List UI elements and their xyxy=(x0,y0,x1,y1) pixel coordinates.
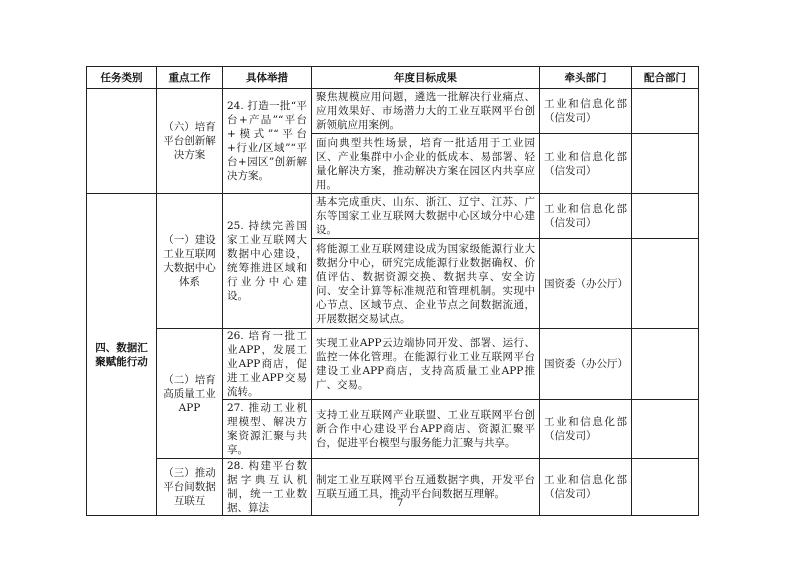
key-work-cell: （六）培育平台创新解决方案 xyxy=(157,89,223,194)
goal-cell: 实现工业APP云边端协同开发、部署、运行、监控一体化管理。在能源行业工业互联网平台建设工业APP商店，支持高质量工业APP推广、交易。 xyxy=(312,329,540,400)
lead-dept-cell: 工业和信息化部（信发司） xyxy=(540,89,632,134)
measure-cell: 24. 打造一批“平台+产品”“平台+模式”“平台+行业/区域”“平台+园区”创新解决方案。 xyxy=(223,89,312,194)
coop-dept-cell xyxy=(632,134,699,194)
header-annual-goals: 年度目标成果 xyxy=(312,67,540,89)
header-task-category: 任务类别 xyxy=(87,67,157,89)
lead-dept-cell: 工业和信息化部（信发司） xyxy=(540,400,632,459)
page-number: 7 xyxy=(396,498,404,509)
header-measures: 具体举措 xyxy=(223,67,312,89)
key-work-cell: （三）推动平台间数据互联互 xyxy=(157,459,223,516)
table-row xyxy=(87,89,699,134)
goal-cell: 面向典型共性场景，培育一批适用于工业园区、产业集群中小企业的低成本、易部署、轻量化解决方案，推动解决方案在园区内共享应用。 xyxy=(312,134,540,194)
goal-cell: 聚焦规模应用问题，遴选一批解决行业痛点、应用效果好、市场潜力大的工业互联网平台创新领航应用案例。 xyxy=(312,89,540,134)
goal-cell: 支持工业互联网产业联盟、工业互联网平台创新合作中心建设平台APP商店、资源汇聚平台，促进平台模型与服务能力汇聚与共享。 xyxy=(312,400,540,459)
lead-dept-cell: 工业和信息化部（信发司） xyxy=(540,134,632,194)
lead-dept-cell: 工业和信息化部（信发司） xyxy=(540,459,632,516)
task-table xyxy=(86,66,699,516)
key-work-cell: （一）建设工业互联网大数据中心体系 xyxy=(157,194,223,329)
category-cell-empty xyxy=(87,89,157,194)
goal-cell: 基本完成重庆、山东、浙江、辽宁、江苏、广东等国家工业互联网大数据中心区域分中心建设。 xyxy=(312,194,540,239)
table-row xyxy=(87,194,699,239)
goal-cell: 将能源工业互联网建设成为国家级能源行业大数据分中心，研究完成能源行业数据确权、价值评估、数据资源交换、数据共享、安全访问、安全计算等标准规范和管理机制。实现中心节点、区域节点、企业节点之间数据流通，开展数据交易试点。 xyxy=(312,239,540,329)
header-cooperating-department: 配合部门 xyxy=(632,67,699,89)
measure-cell: 25. 持续完善国家工业互联网大数据中心建设，统筹推进区域和行业分中心建设。 xyxy=(223,194,312,329)
measure-cell: 27. 推动工业机理模型、解决方案资源汇聚与共享。 xyxy=(223,400,312,459)
category-cell: 四、数据汇聚赋能行动 xyxy=(87,194,157,516)
measure-cell: 26. 培育一批工业APP，发展工业APP商店，促进工业APP交易流转。 xyxy=(223,329,312,400)
coop-dept-cell xyxy=(632,239,699,329)
goal-cell: 制定工业互联网平台互通数据字典，开发平台互联互通工具，推动平台间数据互理解。 xyxy=(312,459,540,516)
lead-dept-cell: 国资委（办公厅） xyxy=(540,329,632,400)
coop-dept-cell xyxy=(632,329,699,400)
lead-dept-cell: 工业和信息化部（信发司） xyxy=(540,194,632,239)
key-work-cell: （二）培育高质量工业APP xyxy=(157,329,223,459)
header-key-work: 重点工作 xyxy=(157,67,223,89)
header-lead-department: 牵头部门 xyxy=(540,67,632,89)
measure-cell: 28. 构建平台数据字典互认机制，统一工业数据、算法 xyxy=(223,459,312,516)
coop-dept-cell xyxy=(632,89,699,134)
table-row xyxy=(87,329,699,400)
coop-dept-cell xyxy=(632,194,699,239)
table-header-row xyxy=(87,67,699,89)
coop-dept-cell xyxy=(632,400,699,459)
lead-dept-cell: 国资委（办公厅） xyxy=(540,239,632,329)
